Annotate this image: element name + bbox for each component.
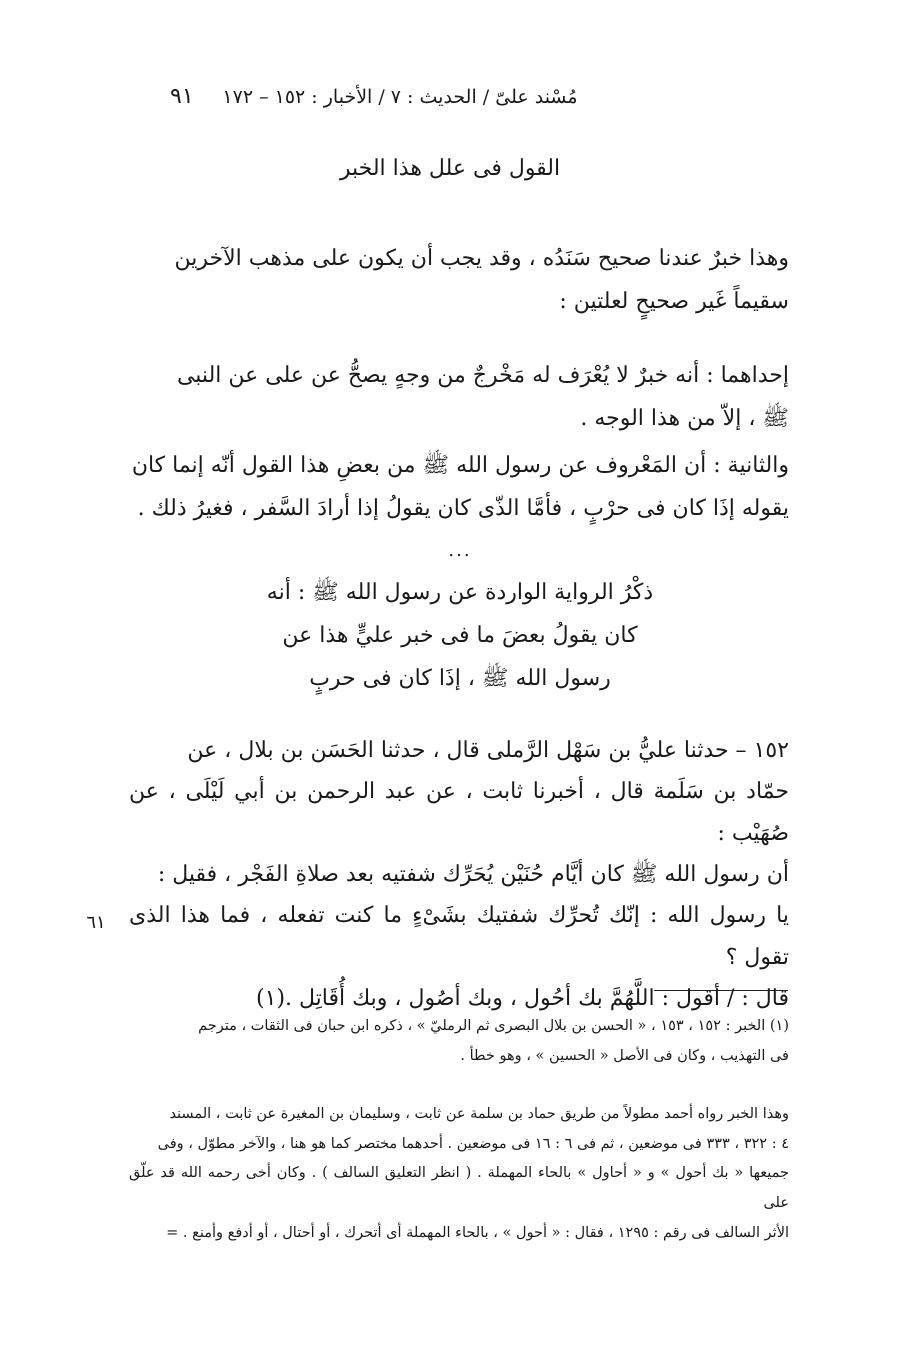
footnote-line: وهذا الخبر رواه أحمد مطولاً من طريق حماد بن سلمة عن ثابت ، وسليمان بن المغيرة عن ثابت ، المسند (169, 1106, 789, 1122)
text-line: حمّاد بن سَلَمة قال ، أخبرنا ثابت ، عن عبد الرحمن بن أبي لَيْلَى ، عن صُهَيْب : (129, 779, 789, 846)
reason-two-paragraph (129, 445, 789, 531)
reason-one-paragraph (129, 355, 789, 441)
text-line: ١٥٢ – حدثنا عليُّ بن سَهْل الرَّملى قال ، حدثنا الحَسَن بن بلال ، عن (187, 738, 789, 763)
footnote-line: (١) الخبر : ١٥٢ ، ١٥٣ ، « الحسن بن بلال البصرى ثم الرمليّ » ، ذكره ابن حبان فى الثقات ، مترجم (198, 1018, 789, 1034)
running-head: مُسْند علىّ / الحديث : ٧ / الأخبار : ١٥٢ – ١٧٢ (222, 86, 578, 108)
text-line: قال : / أقول : اللَّهُمَّ بك أحُول ، وبك أصُول ، وبك أُقَاتِل .(١) (256, 986, 789, 1012)
intro-paragraph (129, 238, 789, 324)
footnote-1 (129, 1012, 789, 1071)
footnote-2 (129, 1100, 789, 1249)
section-heading (250, 572, 670, 701)
text-line: إحداهما : أنه خبرٌ لا يُعْرَف له مَخْرجٌ من وجهٍ يصحُّ عن على عن النبى (176, 363, 789, 388)
heading-line: كان يقولُ بعضَ ما فى خبر عليٍّ هذا عن (282, 622, 638, 648)
hadith-152 (129, 730, 789, 1020)
margin-page-mark: ٦١ (86, 912, 106, 933)
text-line: يا رسول الله : إنّك تُحرِّك شفتيك بشَىْءٍ ما كنت تفعله ، فما هذا الذى تقول ؟ (129, 903, 790, 970)
footnote-line: ٤ : ٣٢٢ ، ٣٣٣ فى موضعين ، ثم فى ٦ : ١٦ فى موضعين . أحدهما مختصر كما هو هنا ، والآخر مطوّل ، وفى (157, 1135, 789, 1152)
heading-line: رسول الله ﷺ ، إذَا كان فى حربٍ (309, 665, 611, 691)
chapter-title: القول فى علل هذا الخبر (339, 156, 561, 181)
heading-line: ذكْرُ الرواية الواردة عن رسول الله ﷺ : أنه (266, 580, 654, 605)
text-line: ﷺ ، إلاّ من هذا الوجه . (580, 405, 789, 431)
text-line: وهذا خبرٌ عندنا صحيح سَنَدُه ، وقد يجب أن يكون على مذهب الآخرين (174, 246, 789, 271)
footnote-line: جميعها « بك أحول » و « أحاول » بالحاء المهملة . ( انظر التعليق السالف ) . وكان أخى رحمه الله قد علّق على (129, 1165, 789, 1212)
page-number: ٩١ (170, 84, 194, 109)
text-line: أن رسول الله ﷺ كان أيَّام حُنَيْن يُحَرِّك شفتيه بعد صلاةِ الفَجْر ، فقيل : (157, 862, 789, 888)
footnote-line: فى التهذيب ، وكان فى الأصل « الحسين » ، وهو خطأ . (460, 1047, 789, 1064)
text-line: يقوله إذَا كان فى حرْبٍ ، فأمَّا الذّى كان يقولُ إذا أرادَ السَّفر ، فغيرُ ذلك . (137, 495, 789, 521)
text-line: والثانية : أن المَعْروف عن رسول الله ﷺ من بعضِ هذا القول أنّه إنما كان (131, 453, 789, 478)
footnote-line: الأثر السالف فى رقم : ١٢٩٥ ، فقال : « أحول » ، بالحاء المهملة أى أتحرك ، أو أحتال ، أو أدفع وأمنع . = (166, 1224, 789, 1241)
text-line: سقيماً غَير صحيحٍ لعلتين : (559, 288, 789, 314)
section-separator: ... (448, 540, 472, 561)
footnote-divider (654, 990, 788, 991)
